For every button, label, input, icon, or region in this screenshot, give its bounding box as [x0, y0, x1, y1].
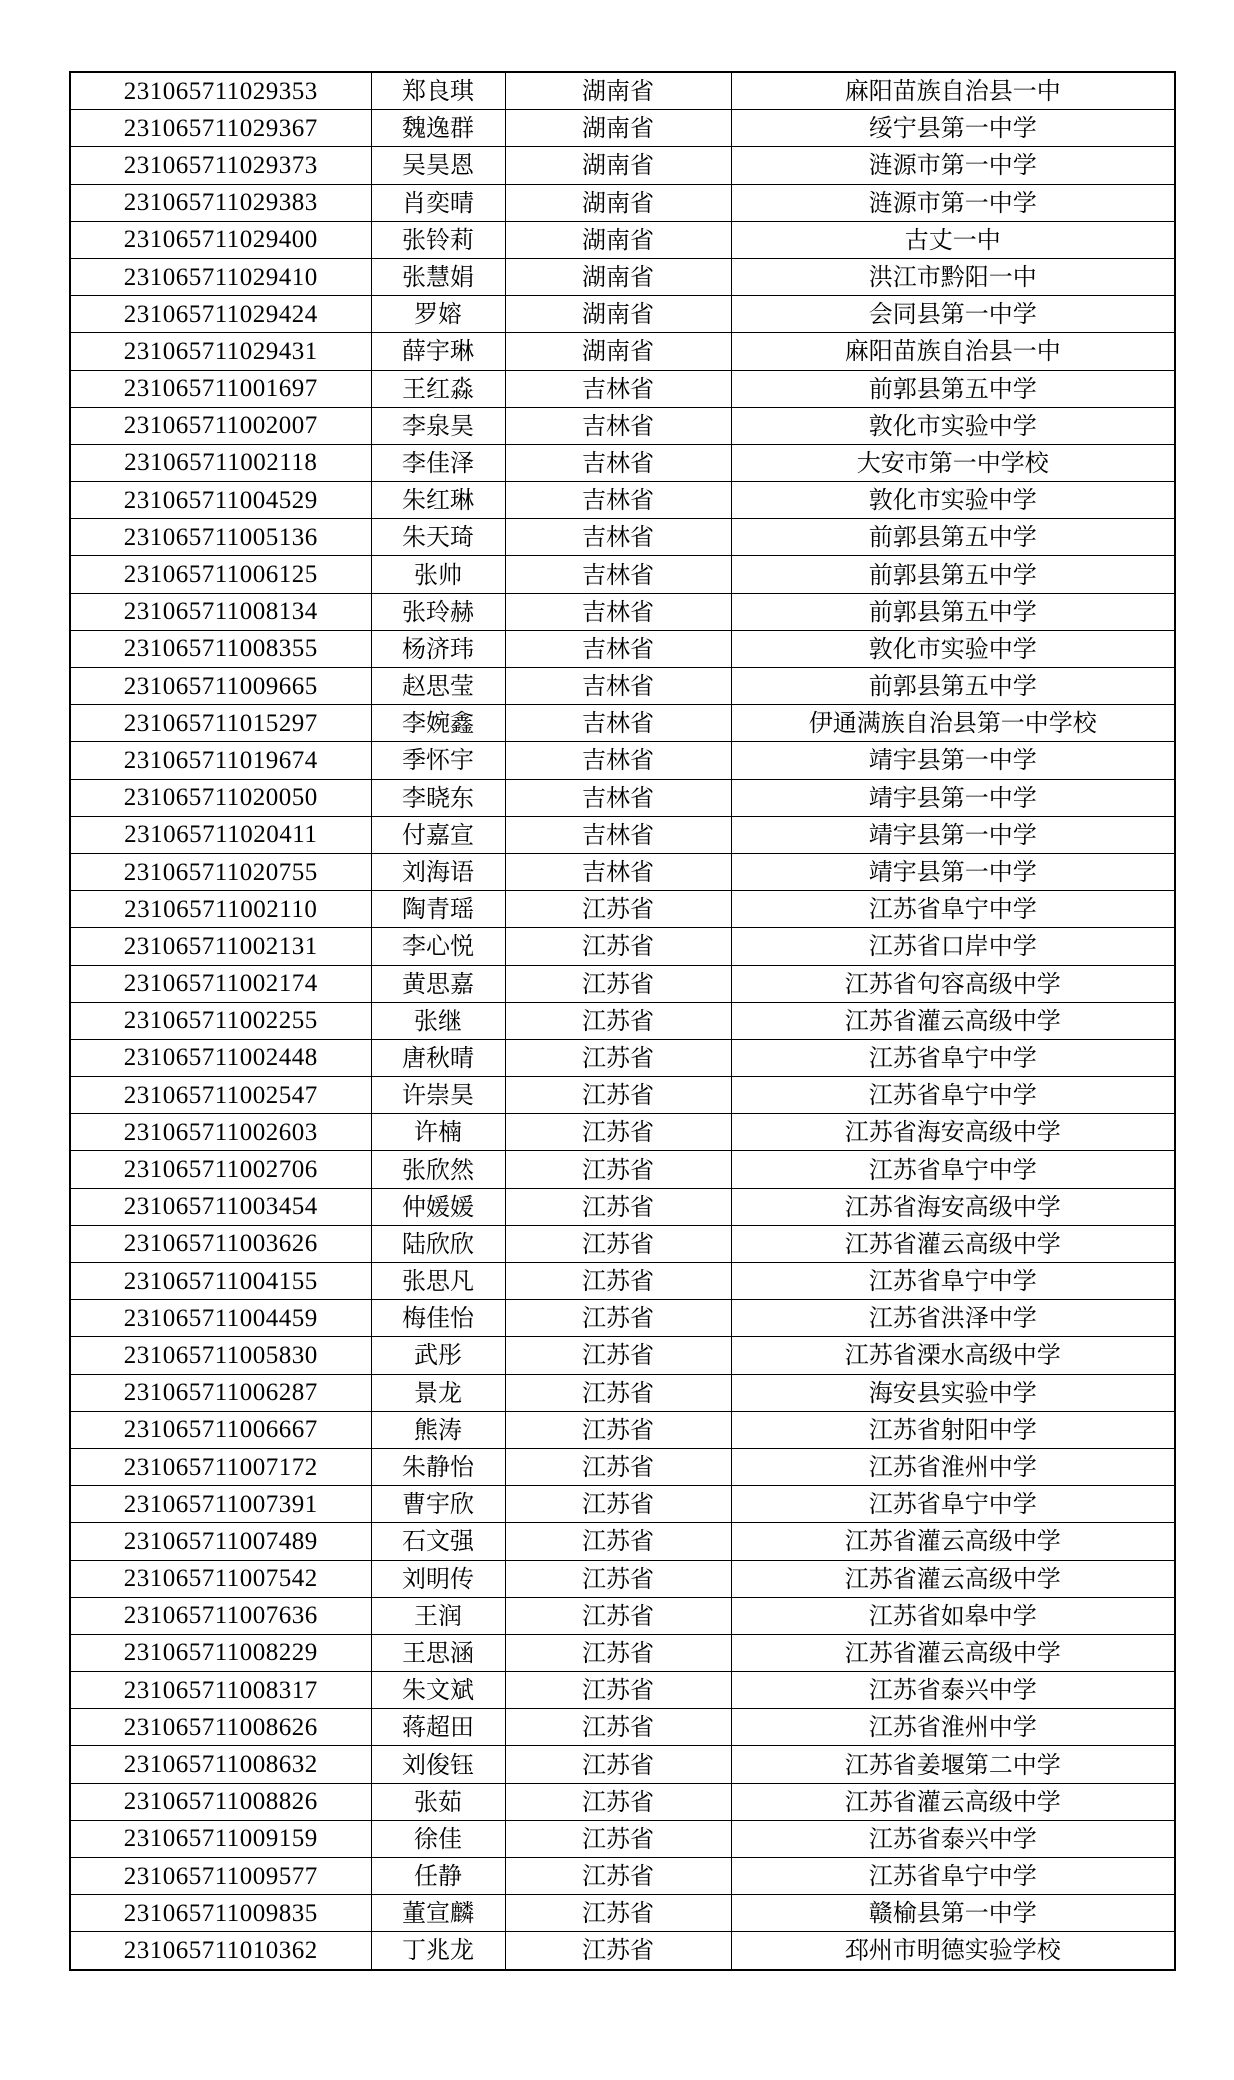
table-row	[70, 1300, 1175, 1337]
name-cell: 李婉鑫	[371, 705, 505, 742]
exam-id-cell: 231065711004459	[70, 1300, 371, 1337]
school-cell: 靖宇县第一中学	[731, 853, 1175, 890]
table-row	[70, 1225, 1175, 1262]
name-cell: 曹宇欣	[371, 1486, 505, 1523]
exam-id-cell: 231065711029353	[70, 72, 371, 110]
exam-id-cell: 231065711029383	[70, 184, 371, 221]
exam-id-cell: 231065711009159	[70, 1820, 371, 1857]
table-row	[70, 1820, 1175, 1857]
school-cell: 前郭县第五中学	[731, 668, 1175, 705]
province-cell: 吉林省	[505, 705, 731, 742]
name-cell: 任静	[371, 1858, 505, 1895]
province-cell: 吉林省	[505, 668, 731, 705]
exam-id-cell: 231065711029410	[70, 258, 371, 295]
school-cell: 江苏省射阳中学	[731, 1411, 1175, 1448]
exam-id-cell: 231065711006287	[70, 1374, 371, 1411]
name-cell: 薛宇琳	[371, 333, 505, 370]
school-cell: 会同县第一中学	[731, 296, 1175, 333]
table-row	[70, 630, 1175, 667]
exam-id-cell: 231065711007542	[70, 1560, 371, 1597]
table-row	[70, 221, 1175, 258]
province-cell: 江苏省	[505, 1523, 731, 1560]
name-cell: 杨济玮	[371, 630, 505, 667]
table-row	[70, 1411, 1175, 1448]
table-row	[70, 407, 1175, 444]
name-cell: 郑良琪	[371, 72, 505, 110]
school-cell: 前郭县第五中学	[731, 370, 1175, 407]
table-body	[70, 72, 1175, 1970]
exam-id-cell: 231065711007636	[70, 1597, 371, 1634]
province-cell: 湖南省	[505, 147, 731, 184]
province-cell: 吉林省	[505, 593, 731, 630]
school-cell: 江苏省阜宁中学	[731, 891, 1175, 928]
table-row	[70, 1077, 1175, 1114]
exam-id-cell: 231065711002110	[70, 891, 371, 928]
exam-id-cell: 231065711002706	[70, 1151, 371, 1188]
province-cell: 湖南省	[505, 333, 731, 370]
school-cell: 江苏省泰兴中学	[731, 1672, 1175, 1709]
province-cell: 吉林省	[505, 853, 731, 890]
table-row	[70, 853, 1175, 890]
exam-id-cell: 231065711002547	[70, 1077, 371, 1114]
table-row	[70, 1746, 1175, 1783]
province-cell: 湖南省	[505, 221, 731, 258]
province-cell: 江苏省	[505, 891, 731, 928]
exam-id-cell: 231065711001697	[70, 370, 371, 407]
table-row	[70, 1932, 1175, 1970]
school-cell: 江苏省阜宁中学	[731, 1263, 1175, 1300]
province-cell: 江苏省	[505, 1039, 731, 1076]
school-cell: 江苏省姜堰第二中学	[731, 1746, 1175, 1783]
exam-id-cell: 231065711029373	[70, 147, 371, 184]
school-cell: 江苏省灌云高级中学	[731, 1523, 1175, 1560]
name-cell: 熊涛	[371, 1411, 505, 1448]
province-cell: 吉林省	[505, 444, 731, 481]
name-cell: 赵思莹	[371, 668, 505, 705]
province-cell: 江苏省	[505, 965, 731, 1002]
exam-id-cell: 231065711002255	[70, 1002, 371, 1039]
exam-id-cell: 231065711029424	[70, 296, 371, 333]
exam-id-cell: 231065711009665	[70, 668, 371, 705]
name-cell: 朱红琳	[371, 482, 505, 519]
exam-id-cell: 231065711002448	[70, 1039, 371, 1076]
school-cell: 绥宁县第一中学	[731, 110, 1175, 147]
province-cell: 吉林省	[505, 407, 731, 444]
school-cell: 麻阳苗族自治县一中	[731, 72, 1175, 110]
exam-id-cell: 231065711008317	[70, 1672, 371, 1709]
student-list-table	[69, 71, 1176, 1971]
name-cell: 王思涵	[371, 1634, 505, 1671]
exam-id-cell: 231065711004529	[70, 482, 371, 519]
table-row	[70, 444, 1175, 481]
table-row	[70, 1039, 1175, 1076]
province-cell: 江苏省	[505, 1672, 731, 1709]
name-cell: 许崇昊	[371, 1077, 505, 1114]
table-row	[70, 1151, 1175, 1188]
exam-id-cell: 231065711006125	[70, 556, 371, 593]
table-row	[70, 1783, 1175, 1820]
school-cell: 敦化市实验中学	[731, 482, 1175, 519]
province-cell: 江苏省	[505, 928, 731, 965]
school-cell: 江苏省淮州中学	[731, 1709, 1175, 1746]
table-row	[70, 1188, 1175, 1225]
name-cell: 魏逸群	[371, 110, 505, 147]
exam-id-cell: 231065711002131	[70, 928, 371, 965]
province-cell: 江苏省	[505, 1746, 731, 1783]
school-cell: 江苏省阜宁中学	[731, 1077, 1175, 1114]
school-cell: 江苏省洪泽中学	[731, 1300, 1175, 1337]
name-cell: 徐佳	[371, 1820, 505, 1857]
exam-id-cell: 231065711004155	[70, 1263, 371, 1300]
table-row	[70, 891, 1175, 928]
exam-id-cell: 231065711005830	[70, 1337, 371, 1374]
exam-id-cell: 231065711007172	[70, 1448, 371, 1485]
table-row	[70, 296, 1175, 333]
province-cell: 江苏省	[505, 1858, 731, 1895]
school-cell: 靖宇县第一中学	[731, 779, 1175, 816]
table-row	[70, 72, 1175, 110]
name-cell: 仲媛媛	[371, 1188, 505, 1225]
name-cell: 肖奕晴	[371, 184, 505, 221]
province-cell: 江苏省	[505, 1337, 731, 1374]
name-cell: 张玲赫	[371, 593, 505, 630]
exam-id-cell: 231065711003626	[70, 1225, 371, 1262]
school-cell: 江苏省灌云高级中学	[731, 1783, 1175, 1820]
name-cell: 张帅	[371, 556, 505, 593]
school-cell: 大安市第一中学校	[731, 444, 1175, 481]
province-cell: 江苏省	[505, 1263, 731, 1300]
exam-id-cell: 231065711029367	[70, 110, 371, 147]
province-cell: 江苏省	[505, 1820, 731, 1857]
name-cell: 陆欣欣	[371, 1225, 505, 1262]
province-cell: 吉林省	[505, 370, 731, 407]
name-cell: 付嘉宣	[371, 816, 505, 853]
name-cell: 景龙	[371, 1374, 505, 1411]
name-cell: 刘明传	[371, 1560, 505, 1597]
exam-id-cell: 231065711015297	[70, 705, 371, 742]
name-cell: 陶青瑶	[371, 891, 505, 928]
school-cell: 涟源市第一中学	[731, 184, 1175, 221]
school-cell: 洪江市黔阳一中	[731, 258, 1175, 295]
exam-id-cell: 231065711008134	[70, 593, 371, 630]
exam-id-cell: 231065711019674	[70, 742, 371, 779]
table-row	[70, 147, 1175, 184]
exam-id-cell: 231065711010362	[70, 1932, 371, 1970]
province-cell: 江苏省	[505, 1300, 731, 1337]
province-cell: 吉林省	[505, 816, 731, 853]
province-cell: 江苏省	[505, 1486, 731, 1523]
exam-id-cell: 231065711002007	[70, 407, 371, 444]
province-cell: 江苏省	[505, 1932, 731, 1970]
school-cell: 江苏省泰兴中学	[731, 1820, 1175, 1857]
table-row	[70, 1895, 1175, 1932]
table-row	[70, 1523, 1175, 1560]
school-cell: 敦化市实验中学	[731, 630, 1175, 667]
school-cell: 江苏省口岸中学	[731, 928, 1175, 965]
province-cell: 吉林省	[505, 742, 731, 779]
table-row	[70, 742, 1175, 779]
table-row	[70, 928, 1175, 965]
table-row	[70, 1597, 1175, 1634]
table-row	[70, 1263, 1175, 1300]
name-cell: 李佳泽	[371, 444, 505, 481]
name-cell: 唐秋晴	[371, 1039, 505, 1076]
name-cell: 李泉昊	[371, 407, 505, 444]
exam-id-cell: 231065711003454	[70, 1188, 371, 1225]
province-cell: 江苏省	[505, 1411, 731, 1448]
province-cell: 江苏省	[505, 1188, 731, 1225]
name-cell: 张欣然	[371, 1151, 505, 1188]
province-cell: 吉林省	[505, 630, 731, 667]
school-cell: 江苏省阜宁中学	[731, 1039, 1175, 1076]
school-cell: 伊通满族自治县第一中学校	[731, 705, 1175, 742]
school-cell: 前郭县第五中学	[731, 519, 1175, 556]
name-cell: 李心悦	[371, 928, 505, 965]
name-cell: 季怀宇	[371, 742, 505, 779]
province-cell: 江苏省	[505, 1895, 731, 1932]
province-cell: 湖南省	[505, 184, 731, 221]
table-row	[70, 519, 1175, 556]
name-cell: 张茹	[371, 1783, 505, 1820]
name-cell: 石文强	[371, 1523, 505, 1560]
table-row	[70, 482, 1175, 519]
name-cell: 张铃莉	[371, 221, 505, 258]
school-cell: 江苏省阜宁中学	[731, 1151, 1175, 1188]
province-cell: 江苏省	[505, 1634, 731, 1671]
table-row	[70, 816, 1175, 853]
province-cell: 江苏省	[505, 1783, 731, 1820]
school-cell: 江苏省灌云高级中学	[731, 1225, 1175, 1262]
exam-id-cell: 231065711007391	[70, 1486, 371, 1523]
name-cell: 梅佳怡	[371, 1300, 505, 1337]
school-cell: 江苏省灌云高级中学	[731, 1560, 1175, 1597]
school-cell: 靖宇县第一中学	[731, 816, 1175, 853]
name-cell: 武彤	[371, 1337, 505, 1374]
table-row	[70, 1002, 1175, 1039]
province-cell: 江苏省	[505, 1151, 731, 1188]
school-cell: 海安县实验中学	[731, 1374, 1175, 1411]
province-cell: 江苏省	[505, 1114, 731, 1151]
name-cell: 许楠	[371, 1114, 505, 1151]
exam-id-cell: 231065711007489	[70, 1523, 371, 1560]
table-row	[70, 1486, 1175, 1523]
table-row	[70, 1337, 1175, 1374]
name-cell: 朱天琦	[371, 519, 505, 556]
table-row	[70, 779, 1175, 816]
name-cell: 朱静怡	[371, 1448, 505, 1485]
exam-id-cell: 231065711020050	[70, 779, 371, 816]
table-row	[70, 705, 1175, 742]
table-row	[70, 1114, 1175, 1151]
province-cell: 湖南省	[505, 110, 731, 147]
exam-id-cell: 231065711020755	[70, 853, 371, 890]
school-cell: 江苏省灌云高级中学	[731, 1634, 1175, 1671]
province-cell: 吉林省	[505, 519, 731, 556]
name-cell: 张思凡	[371, 1263, 505, 1300]
exam-id-cell: 231065711002118	[70, 444, 371, 481]
name-cell: 吴昊恩	[371, 147, 505, 184]
school-cell: 江苏省溧水高级中学	[731, 1337, 1175, 1374]
exam-id-cell: 231065711029400	[70, 221, 371, 258]
province-cell: 湖南省	[505, 296, 731, 333]
name-cell: 朱文斌	[371, 1672, 505, 1709]
name-cell: 黄思嘉	[371, 965, 505, 1002]
exam-id-cell: 231065711005136	[70, 519, 371, 556]
school-cell: 赣榆县第一中学	[731, 1895, 1175, 1932]
table-row	[70, 1448, 1175, 1485]
name-cell: 张慧娟	[371, 258, 505, 295]
province-cell: 吉林省	[505, 779, 731, 816]
school-cell: 麻阳苗族自治县一中	[731, 333, 1175, 370]
name-cell: 蒋超田	[371, 1709, 505, 1746]
province-cell: 江苏省	[505, 1374, 731, 1411]
name-cell: 王润	[371, 1597, 505, 1634]
name-cell: 董宣麟	[371, 1895, 505, 1932]
table-row	[70, 258, 1175, 295]
school-cell: 江苏省阜宁中学	[731, 1858, 1175, 1895]
school-cell: 前郭县第五中学	[731, 593, 1175, 630]
province-cell: 湖南省	[505, 258, 731, 295]
table-row	[70, 965, 1175, 1002]
school-cell: 涟源市第一中学	[731, 147, 1175, 184]
province-cell: 湖南省	[505, 72, 731, 110]
school-cell: 江苏省海安高级中学	[731, 1188, 1175, 1225]
table-row	[70, 1634, 1175, 1671]
exam-id-cell: 231065711029431	[70, 333, 371, 370]
school-cell: 江苏省海安高级中学	[731, 1114, 1175, 1151]
table-row	[70, 370, 1175, 407]
school-cell: 江苏省句容高级中学	[731, 965, 1175, 1002]
exam-id-cell: 231065711020411	[70, 816, 371, 853]
school-cell: 敦化市实验中学	[731, 407, 1175, 444]
exam-id-cell: 231065711008626	[70, 1709, 371, 1746]
province-cell: 江苏省	[505, 1077, 731, 1114]
province-cell: 吉林省	[505, 556, 731, 593]
exam-id-cell: 231065711006667	[70, 1411, 371, 1448]
province-cell: 江苏省	[505, 1448, 731, 1485]
school-cell: 前郭县第五中学	[731, 556, 1175, 593]
exam-id-cell: 231065711008826	[70, 1783, 371, 1820]
table-row	[70, 1709, 1175, 1746]
school-cell: 江苏省阜宁中学	[731, 1486, 1175, 1523]
name-cell: 张继	[371, 1002, 505, 1039]
table-row	[70, 1560, 1175, 1597]
name-cell: 罗嫆	[371, 296, 505, 333]
table-row	[70, 668, 1175, 705]
name-cell: 李晓东	[371, 779, 505, 816]
exam-id-cell: 231065711008229	[70, 1634, 371, 1671]
table-row	[70, 1374, 1175, 1411]
province-cell: 江苏省	[505, 1560, 731, 1597]
exam-id-cell: 231065711008355	[70, 630, 371, 667]
school-cell: 江苏省灌云高级中学	[731, 1002, 1175, 1039]
table-row	[70, 110, 1175, 147]
school-cell: 靖宇县第一中学	[731, 742, 1175, 779]
school-cell: 邳州市明德实验学校	[731, 1932, 1175, 1970]
exam-id-cell: 231065711009835	[70, 1895, 371, 1932]
table-row	[70, 1858, 1175, 1895]
school-cell: 江苏省如皋中学	[731, 1597, 1175, 1634]
table-row	[70, 333, 1175, 370]
province-cell: 江苏省	[505, 1709, 731, 1746]
table-row	[70, 184, 1175, 221]
province-cell: 江苏省	[505, 1002, 731, 1039]
school-cell: 江苏省淮州中学	[731, 1448, 1175, 1485]
province-cell: 吉林省	[505, 482, 731, 519]
province-cell: 江苏省	[505, 1597, 731, 1634]
name-cell: 刘海语	[371, 853, 505, 890]
exam-id-cell: 231065711002174	[70, 965, 371, 1002]
table-row	[70, 556, 1175, 593]
table-row	[70, 1672, 1175, 1709]
name-cell: 刘俊钰	[371, 1746, 505, 1783]
exam-id-cell: 231065711002603	[70, 1114, 371, 1151]
name-cell: 王红淼	[371, 370, 505, 407]
exam-id-cell: 231065711009577	[70, 1858, 371, 1895]
exam-id-cell: 231065711008632	[70, 1746, 371, 1783]
table-row	[70, 593, 1175, 630]
name-cell: 丁兆龙	[371, 1932, 505, 1970]
school-cell: 古丈一中	[731, 221, 1175, 258]
province-cell: 江苏省	[505, 1225, 731, 1262]
